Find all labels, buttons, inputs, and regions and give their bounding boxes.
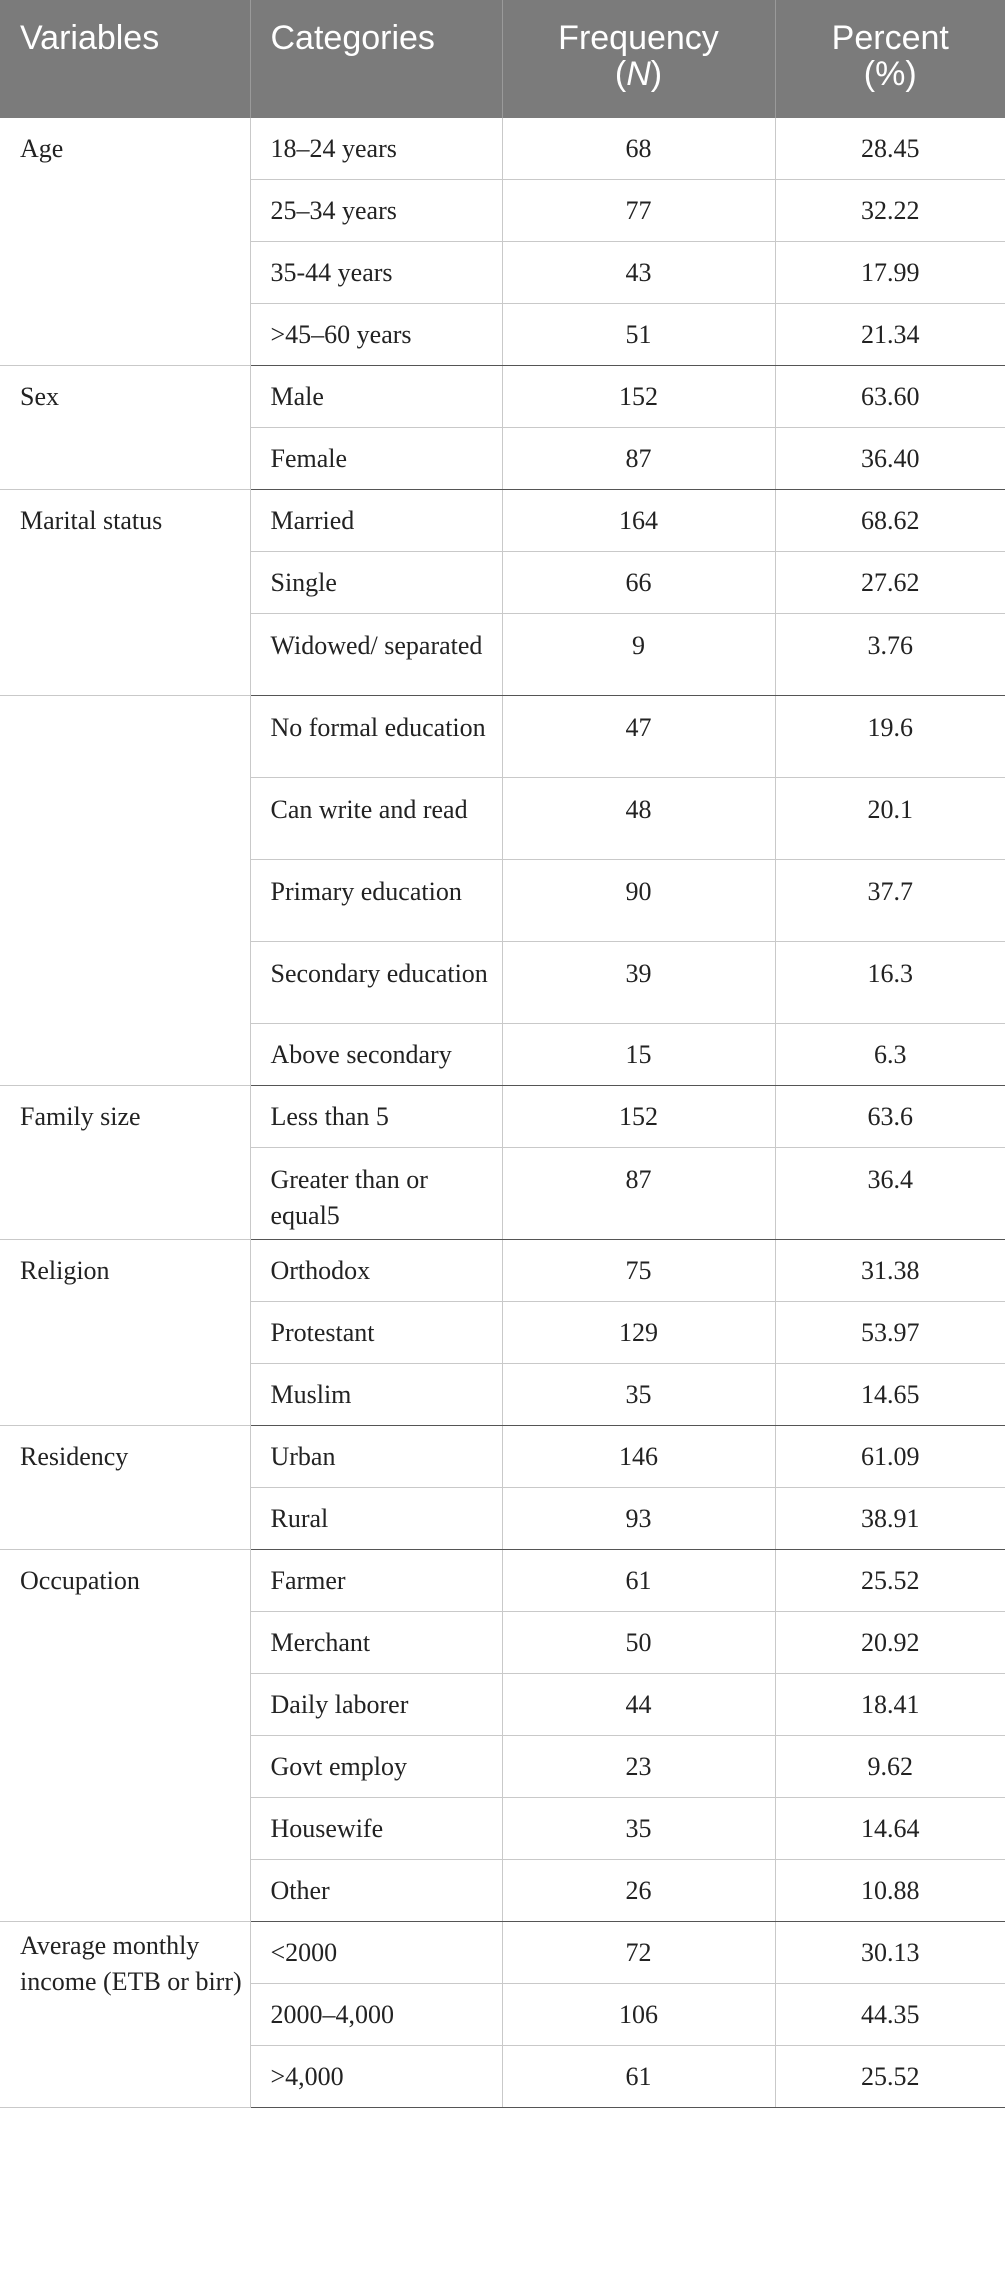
frequency-cell: 35 xyxy=(502,1364,775,1426)
frequency-cell: 43 xyxy=(502,242,775,304)
frequency-cell: 15 xyxy=(502,1024,775,1086)
table-body xyxy=(0,118,1005,2108)
category-cell: Daily laborer xyxy=(250,1674,502,1736)
category-cell: <2000 xyxy=(250,1922,502,1984)
percent-cell: 63.6 xyxy=(775,1086,1005,1148)
percent-cell: 38.91 xyxy=(775,1488,1005,1550)
percent-cell: 18.41 xyxy=(775,1674,1005,1736)
table-row xyxy=(0,1922,1005,1984)
category-cell: Rural xyxy=(250,1488,502,1550)
percent-cell: 21.34 xyxy=(775,304,1005,366)
percent-cell: 30.13 xyxy=(775,1922,1005,1984)
percent-cell: 31.38 xyxy=(775,1240,1005,1302)
table-row xyxy=(0,696,1005,778)
frequency-cell: 164 xyxy=(502,490,775,552)
percent-cell: 14.65 xyxy=(775,1364,1005,1426)
frequency-cell: 61 xyxy=(502,2046,775,2108)
variable-cell: Marital status xyxy=(0,490,250,696)
variable-cell: Family size xyxy=(0,1086,250,1240)
percent-cell: 28.45 xyxy=(775,118,1005,180)
percent-cell: 68.62 xyxy=(775,490,1005,552)
variable-cell xyxy=(0,696,250,1086)
header-frequency: Frequency (N) xyxy=(502,0,775,118)
category-cell: Farmer xyxy=(250,1550,502,1612)
category-cell: Less than 5 xyxy=(250,1086,502,1148)
percent-cell: 63.60 xyxy=(775,366,1005,428)
frequency-cell: 66 xyxy=(502,552,775,614)
table-row xyxy=(0,1086,1005,1148)
category-cell: Male xyxy=(250,366,502,428)
category-cell: Govt employ xyxy=(250,1736,502,1798)
frequency-cell: 50 xyxy=(502,1612,775,1674)
category-cell: Greater than or equal5 xyxy=(250,1148,502,1240)
category-cell: No formal education xyxy=(250,696,502,778)
frequency-cell: 77 xyxy=(502,180,775,242)
category-cell: Secondary education xyxy=(250,942,502,1024)
percent-cell: 20.1 xyxy=(775,778,1005,860)
frequency-cell: 23 xyxy=(502,1736,775,1798)
frequency-cell: 87 xyxy=(502,1148,775,1240)
variable-cell: Average monthly income (ETB or birr) xyxy=(0,1922,250,2108)
category-cell: 2000–4,000 xyxy=(250,1984,502,2046)
frequency-cell: 90 xyxy=(502,860,775,942)
percent-cell: 14.64 xyxy=(775,1798,1005,1860)
table-row xyxy=(0,1550,1005,1612)
table-row xyxy=(0,1426,1005,1488)
frequency-cell: 48 xyxy=(502,778,775,860)
percent-cell: 16.3 xyxy=(775,942,1005,1024)
table-header-row xyxy=(0,0,1005,118)
percent-cell: 25.52 xyxy=(775,1550,1005,1612)
percent-cell: 53.97 xyxy=(775,1302,1005,1364)
frequency-cell: 68 xyxy=(502,118,775,180)
frequency-cell: 75 xyxy=(502,1240,775,1302)
category-cell: Orthodox xyxy=(250,1240,502,1302)
percent-cell: 17.99 xyxy=(775,242,1005,304)
frequency-cell: 44 xyxy=(502,1674,775,1736)
percent-cell: 20.92 xyxy=(775,1612,1005,1674)
category-cell: Married xyxy=(250,490,502,552)
percent-cell: 36.40 xyxy=(775,428,1005,490)
frequency-cell: 47 xyxy=(502,696,775,778)
frequency-cell: 93 xyxy=(502,1488,775,1550)
frequency-cell: 61 xyxy=(502,1550,775,1612)
table-row xyxy=(0,1240,1005,1302)
table-row xyxy=(0,366,1005,428)
percent-cell: 10.88 xyxy=(775,1860,1005,1922)
category-cell: 18–24 years xyxy=(250,118,502,180)
frequency-cell: 35 xyxy=(502,1798,775,1860)
frequency-cell: 39 xyxy=(502,942,775,1024)
variable-cell: Sex xyxy=(0,366,250,490)
frequency-cell: 106 xyxy=(502,1984,775,2046)
percent-cell: 25.52 xyxy=(775,2046,1005,2108)
category-cell: Other xyxy=(250,1860,502,1922)
frequency-cell: 152 xyxy=(502,1086,775,1148)
variable-cell: Religion xyxy=(0,1240,250,1426)
variable-cell: Residency xyxy=(0,1426,250,1550)
frequency-cell: 51 xyxy=(502,304,775,366)
percent-cell: 3.76 xyxy=(775,614,1005,696)
category-cell: Single xyxy=(250,552,502,614)
table-row xyxy=(0,118,1005,180)
header-percent: Percent (%) xyxy=(775,0,1005,118)
frequency-cell: 129 xyxy=(502,1302,775,1364)
frequency-cell: 9 xyxy=(502,614,775,696)
frequency-cell: 72 xyxy=(502,1922,775,1984)
frequency-cell: 26 xyxy=(502,1860,775,1922)
category-cell: >45–60 years xyxy=(250,304,502,366)
percent-cell: 27.62 xyxy=(775,552,1005,614)
category-cell: Housewife xyxy=(250,1798,502,1860)
header-categories: Categories xyxy=(250,0,502,118)
category-cell: >4,000 xyxy=(250,2046,502,2108)
category-cell: Muslim xyxy=(250,1364,502,1426)
category-cell: Urban xyxy=(250,1426,502,1488)
variable-cell: Age xyxy=(0,118,250,366)
category-cell: Widowed/ separated xyxy=(250,614,502,696)
variable-cell: Occupation xyxy=(0,1550,250,1922)
category-cell: Female xyxy=(250,428,502,490)
frequency-cell: 87 xyxy=(502,428,775,490)
percent-cell: 6.3 xyxy=(775,1024,1005,1086)
category-cell: 25–34 years xyxy=(250,180,502,242)
category-cell: 35-44 years xyxy=(250,242,502,304)
percent-cell: 32.22 xyxy=(775,180,1005,242)
category-cell: Primary education xyxy=(250,860,502,942)
percent-cell: 61.09 xyxy=(775,1426,1005,1488)
category-cell: Can write and read xyxy=(250,778,502,860)
category-cell: Protestant xyxy=(250,1302,502,1364)
percent-cell: 9.62 xyxy=(775,1736,1005,1798)
percent-cell: 19.6 xyxy=(775,696,1005,778)
frequency-cell: 152 xyxy=(502,366,775,428)
percent-cell: 36.4 xyxy=(775,1148,1005,1240)
frequency-cell: 146 xyxy=(502,1426,775,1488)
header-variables: Variables xyxy=(0,0,250,118)
table-row xyxy=(0,490,1005,552)
percent-cell: 44.35 xyxy=(775,1984,1005,2046)
percent-cell: 37.7 xyxy=(775,860,1005,942)
category-cell: Above secondary xyxy=(250,1024,502,1086)
category-cell: Merchant xyxy=(250,1612,502,1674)
